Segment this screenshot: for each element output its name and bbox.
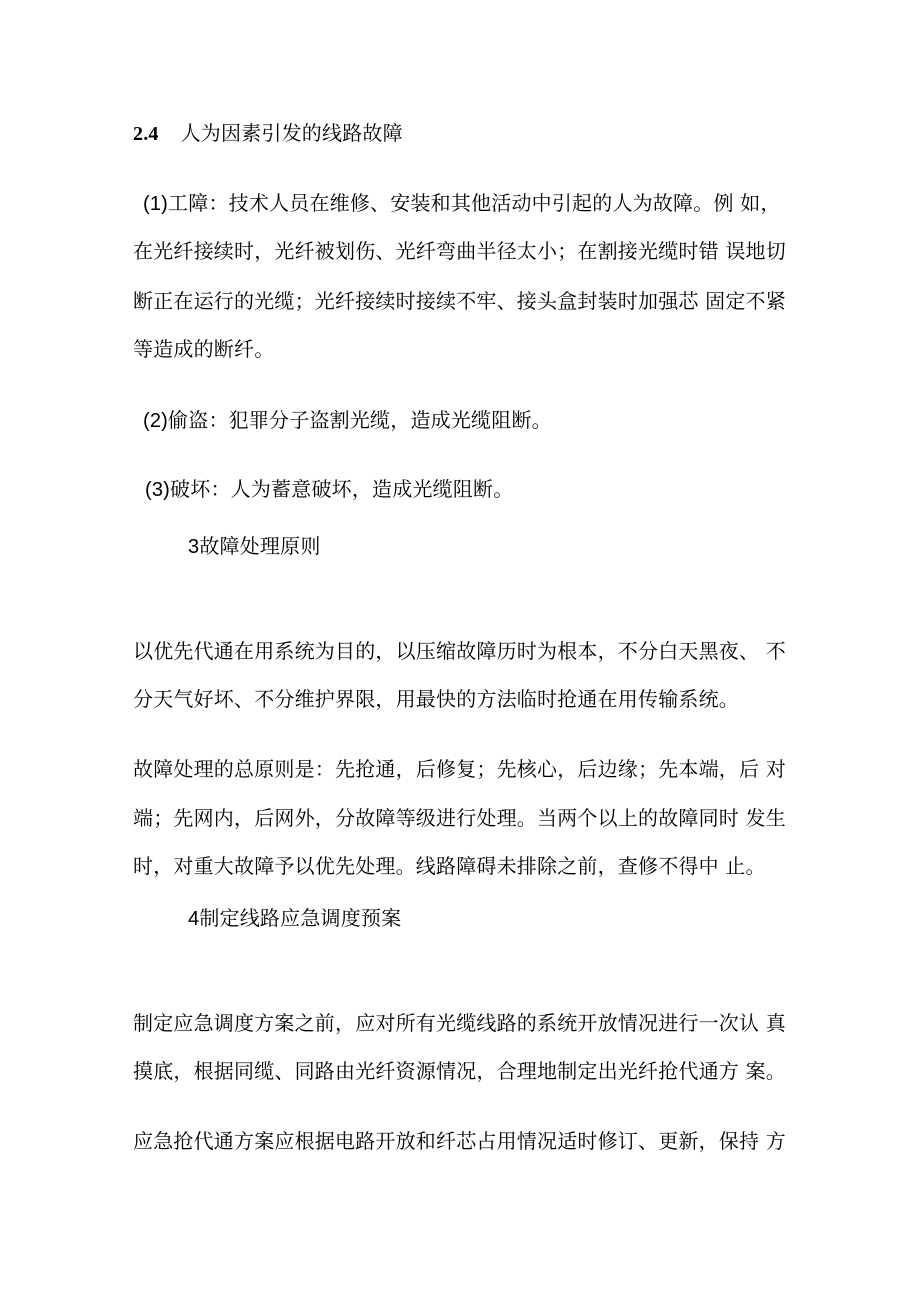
item-1-text-line-4: 等造成的断纤。 <box>133 337 275 361</box>
item-1-label: (1) <box>143 193 169 215</box>
section-3-title: 故障处理原则 <box>199 534 321 558</box>
para-3b-line-2 <box>133 805 786 831</box>
item-1-line-4 <box>133 336 274 362</box>
item-3 <box>145 476 513 503</box>
item-1-text-line-2: 在光纤接续时，光纤被划伤、光纤弯曲半径太小；在割接光缆时错 误地切 <box>133 239 786 263</box>
item-2-text: 偷盗：犯罪分子盗割光缆，造成光缆阻断。 <box>168 408 552 432</box>
para-3a-text-line-1: 以优先代通在用系统为目的，以压缩故障历时为根本，不分白天黑夜、 不 <box>133 639 786 663</box>
para-3b-text-line-1: 故障处理的总原则是：先抢通，后修复；先核心，后边缘；先本端，后 对 <box>133 757 786 781</box>
para-4b-text-line-1: 应急抢代通方案应根据电路开放和纤芯占用情况适时修订、更新，保持 方 <box>133 1129 786 1153</box>
section-2-4-title: 人为因素引发的线路故障 <box>180 121 403 145</box>
para-3a-text-line-2: 分天气好坏、不分维护界限，用最快的方法临时抢通在用传输系统。 <box>133 687 739 711</box>
section-2-4-heading <box>133 120 403 147</box>
para-4a-text-line-2: 摸底，根据同缆、同路由光纤资源情况，合理地制定出光纤抢代通方 案。 <box>133 1059 786 1083</box>
item-1-line-1 <box>143 190 781 217</box>
item-2 <box>143 407 552 434</box>
para-3b-text-line-3: 时，对重大故障予以优先处理。线路障碍未排除之前，查修不得中 止。 <box>133 854 766 878</box>
para-3b-text-line-2: 端；先网内，后网外，分故障等级进行处理。当两个以上的故障同时 发生 <box>133 806 786 830</box>
para-4b-line-1 <box>133 1128 786 1154</box>
section-4-number: 4 <box>188 908 200 930</box>
item-3-text: 破坏：人为蓄意破坏，造成光缆阻断。 <box>170 477 514 501</box>
para-4a-line-1 <box>133 1010 786 1036</box>
item-1-line-2 <box>133 238 786 264</box>
item-1-line-3 <box>133 288 786 314</box>
para-3b-line-1 <box>133 756 786 782</box>
section-3-number: 3 <box>188 536 200 558</box>
para-3a-line-2 <box>133 686 739 712</box>
para-4a-line-2 <box>133 1058 786 1084</box>
item-3-label: (3) <box>145 479 171 501</box>
section-4-heading <box>188 905 401 932</box>
item-1-text-line-3: 断正在运行的光缆；光纤接续时接续不牢、接头盒封装时加强芯 固定不紧 <box>133 289 786 313</box>
para-4a-text-line-1: 制定应急调度方案之前，应对所有光缆线路的系统开放情况进行一次认 真 <box>133 1011 786 1035</box>
section-4-title: 制定线路应急调度预案 <box>199 906 402 930</box>
item-1-text-line-1: 工障：技术人员在维修、安装和其他活动中引起的人为故障。例 如， <box>168 191 781 215</box>
item-2-label: (2) <box>143 410 169 432</box>
para-3a-line-1 <box>133 638 786 664</box>
section-3-heading <box>188 533 321 560</box>
section-2-4-number: 2.4 <box>133 123 159 145</box>
para-3b-line-3 <box>133 853 766 879</box>
